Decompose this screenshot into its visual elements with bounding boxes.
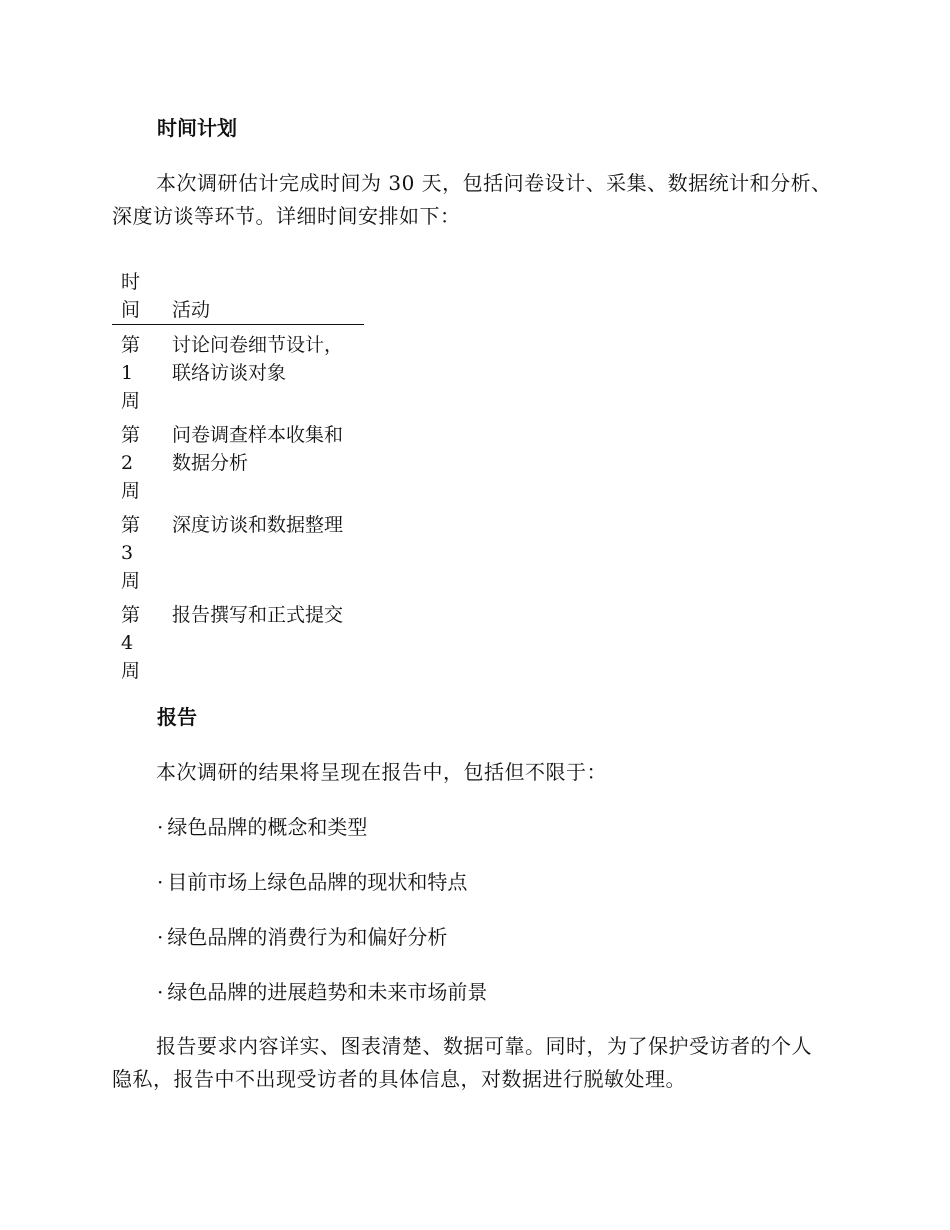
table-row [112, 421, 364, 505]
table-row [112, 601, 364, 685]
header-time: 时间 [121, 271, 141, 321]
table-row [112, 331, 364, 415]
row-activity: 报告撰写和正式提交 [172, 604, 344, 626]
table-row [112, 511, 364, 595]
schedule-intro: 本次调研估计完成时间为 30 天，包括问卷设计、采集、数据统计和分析、深度访谈等环节。详细时间安排如下： [112, 171, 832, 228]
header-activity: 活动 [172, 299, 211, 321]
bullet-marker: · [157, 870, 164, 894]
list-item: · 绿色品牌的进展趋势和未来市场前景 [157, 980, 488, 1004]
bullet-marker: · [157, 980, 164, 1004]
report-closing: 报告要求内容详实、图表清楚、数据可靠。同时，为了保护受访者的个人隐私，报告中不出现受访者的具体信息，对数据进行脱敏处理。 [112, 1034, 812, 1091]
row-time: 第4周 [121, 604, 141, 682]
schedule-table [112, 268, 364, 685]
row-activity: 问卷调查样本收集和数据分析 [172, 424, 344, 474]
row-activity: 深度访谈和数据整理 [172, 514, 344, 536]
row-time: 第3周 [121, 514, 141, 592]
list-item: · 绿色品牌的概念和类型 [157, 815, 368, 839]
list-item: · 目前市场上绿色品牌的现状和特点 [157, 870, 468, 894]
bullet-marker: · [157, 815, 164, 839]
schedule-heading: 时间计划 [157, 116, 237, 140]
list-item: · 绿色品牌的消费行为和偏好分析 [157, 925, 448, 949]
row-time: 第2周 [121, 424, 141, 502]
bullet-marker: · [157, 925, 164, 949]
schedule-table-header [112, 268, 364, 325]
report-intro: 本次调研的结果将呈现在报告中，包括但不限于： [156, 760, 607, 784]
report-heading: 报告 [157, 705, 197, 729]
row-time: 第1周 [121, 334, 141, 412]
row-activity: 讨论问卷细节设计，联络访谈对象 [172, 334, 344, 384]
